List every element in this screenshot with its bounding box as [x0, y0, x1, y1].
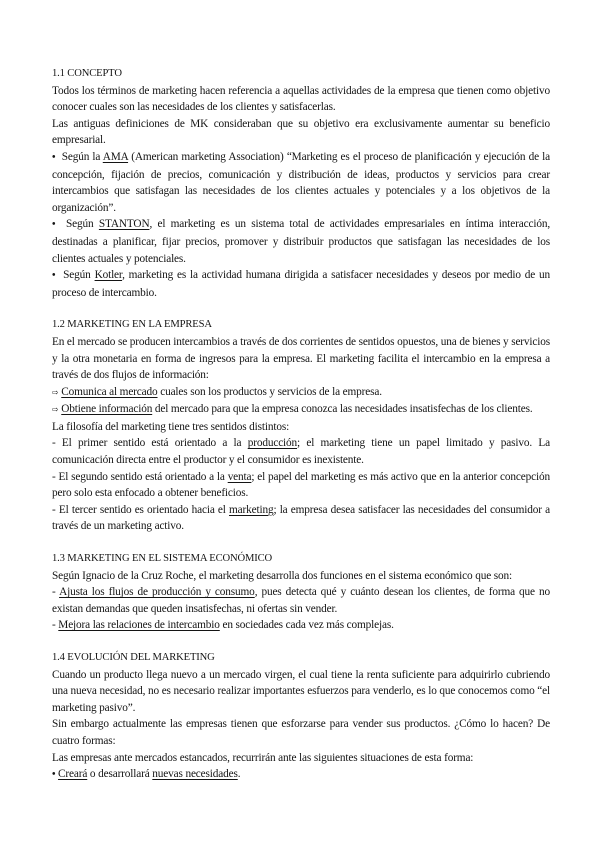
list-item: - Ajusta los flujos de producción y consumo, pues detecta qué y cuánto desean los clientes, de forma que no existan demandas que queden insatisfechas, ni ofertas sin vender.: [52, 586, 550, 615]
section-marketing-empresa: [52, 317, 550, 535]
underlined-term: producción: [247, 437, 298, 450]
arrow-right-icon: ⇨: [52, 405, 59, 415]
underlined-term: Mejora las relaciones de intercambio: [58, 619, 220, 632]
underlined-term: AMA: [102, 150, 129, 163]
underlined-term: STANTON: [98, 218, 150, 231]
list-item: - El primer sentido está orientado a la producción; el marketing tiene un papel limitado y pasivo. La comunicación directa entre el productor y el consumidor es inexistente.: [52, 437, 550, 467]
bullet-icon: •: [52, 219, 56, 231]
section-heading: 1.3 MARKETING EN EL SISTEMA ECONÓMICO: [52, 553, 273, 565]
section-sistema-economico: [52, 551, 550, 634]
paragraph: Cuando un producto llega nuevo a un mercado virgen, el cual tiene la renta suficiente para adquirirlo cubriendo una nueva necesidad, no es necesario realizar importantes esfuerzos para venderlo, es lo que conocemos como “el marketing pasivo”.: [52, 668, 550, 714]
paragraph: Las antiguas definiciones de MK consideraban que su objetivo era exclusivamente aumentar su beneficio empresarial.: [52, 117, 550, 147]
underlined-term: Creará: [58, 768, 88, 781]
paragraph: Según Ignacio de la Cruz Roche, el marketing desarrolla dos funciones en el sistema económico que son:: [52, 569, 512, 582]
flow-item: ⇨ Obtiene información del mercado para que la empresa conozca las necesidades insatisfechas de los clientes.: [52, 403, 533, 416]
bullet-icon: •: [52, 270, 56, 282]
section-concepto: [52, 66, 550, 301]
list-item: - El segundo sentido está orientado a la venta; el papel del marketing es más activo que en la anterior concepción pero solo esta enfocado a obtener beneficios.: [52, 470, 550, 500]
bullet-item: • Según Kotler, marketing es la actividad humana dirigida a satisfacer necesidades y deseos por medio de un proceso de intercambio.: [52, 269, 551, 299]
underlined-term: venta: [227, 470, 252, 483]
underlined-term: Obtiene información: [61, 403, 153, 416]
underlined-term: marketing: [229, 503, 274, 516]
bullet-icon: •: [52, 151, 56, 163]
section-evolucion: [52, 650, 550, 784]
underlined-term: Ajusta los flujos de producción y consumo: [59, 586, 255, 599]
arrow-right-icon: ⇨: [52, 387, 59, 397]
paragraph: La filosofía del marketing tiene tres sentidos distintos:: [52, 420, 290, 433]
list-item: - Mejora las relaciones de intercambio en sociedades cada vez más complejas.: [52, 619, 394, 632]
bullet-item: • Según la AMA (American marketing Association) “Marketing es el proceso de planificación y ejecución de la concepción, fijación de precios, comunicación y distribución de ideas, productos y servicios para crear intercambios que satisfagan las necesidades de los clientes actuales y potenciales y a los objetivos de la organización”.: [52, 150, 550, 214]
paragraph: En el mercado se producen intercambios a través de dos corrientes de sentidos opuestos, una de bienes y servicios y la otra monetaria en forma de ingresos para la empresa. El marketing facilita el intercambio en la empresa a través de dos flujos de información:: [52, 335, 550, 382]
underlined-term: Comunica al mercado: [61, 385, 158, 398]
paragraph: Todos los términos de marketing hacen referencia a aquellas actividades de la empresa que tienen como objetivo conocer cuales son las necesidades de los clientes y satisfacerlas.: [52, 84, 550, 114]
underlined-term: nuevas necesidades: [152, 768, 238, 781]
bullet-item: • Según STANTON, el marketing es un sistema total de actividades empresariales en íntima interacción, destinadas a planificar, fijar precios, promover y distribuir productos que satisfagan las necesidades de los clientes actuales y potenciales.: [52, 218, 550, 265]
bullet-icon: •: [52, 769, 56, 781]
flow-item: ⇨ Comunica al mercado cuales son los productos y servicios de la empresa.: [52, 385, 382, 398]
section-heading: 1.1 CONCEPTO: [52, 68, 122, 79]
underlined-term: Kotler: [94, 269, 123, 282]
paragraph: Sin embargo actualmente las empresas tienen que esforzarse para vender sus productos. ¿Cómo lo hacen? De cuatro formas:: [52, 718, 550, 747]
section-heading: 1.2 MARKETING EN LA EMPRESA: [52, 319, 212, 331]
list-item: - El tercer sentido es orientado hacia el marketing; la empresa desea satisfacer las necesidades del consumidor a través de un marketing activo.: [52, 503, 550, 533]
section-heading: 1.4 EVOLUCIÓN DEL MARKETING: [52, 652, 215, 663]
bullet-item: • Creará o desarrollará nuevas necesidades.: [52, 768, 241, 781]
paragraph: Las empresas ante mercados estancados, recurrirán ante las siguientes situaciones de esta forma:: [52, 751, 474, 764]
